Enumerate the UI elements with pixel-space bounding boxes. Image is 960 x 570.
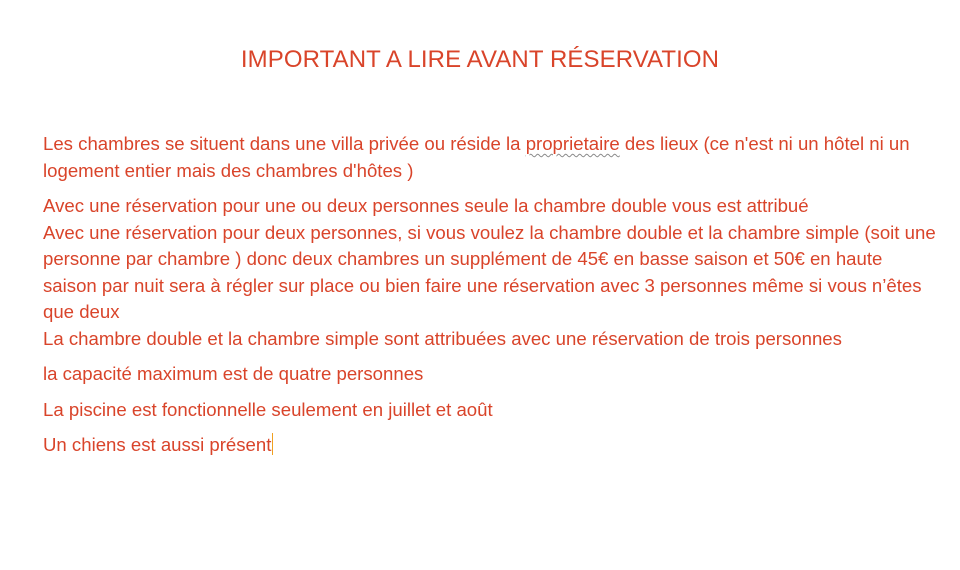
misspelled-word[interactable]: proprietaire xyxy=(525,133,620,154)
document-body[interactable] xyxy=(43,131,938,459)
paragraph-location xyxy=(43,131,938,184)
paragraph-location-text-end: des lieux (ce n'est ni un hôtel ni un logement entier mais des chambres d'hôtes ) xyxy=(43,133,910,181)
text-cursor xyxy=(272,433,273,455)
paragraph-location-text-start: Les chambres se situent dans une villa privée ou réside la xyxy=(43,133,526,154)
paragraph-two-people-two-rooms: Avec une réservation pour deux personnes, si vous voulez la chambre double et la chambre simple (soit une personne par chambre ) donc deux chambres un supplément de 45€ en basse saison et 50€ en haute saison par nuit sera à régler sur place ou bien faire une réservation avec 3 personnes même si vous n’êtes que deux xyxy=(43,221,936,322)
paragraph-dog-text: Un chiens est aussi présent xyxy=(43,434,272,455)
paragraph-capacity: la capacité maximum est de quatre personnes xyxy=(43,363,424,384)
paragraph-pool: La piscine est fonctionnelle seulement en juillet et août xyxy=(43,398,493,420)
paragraph-dog xyxy=(43,432,938,459)
paragraph-three-people: La chambre double et la chambre simple sont attribuées avec une réservation de trois personnes xyxy=(43,327,842,349)
paragraph-one-two-people: Avec une réservation pour une ou deux personnes seule la chambre double vous est attribué xyxy=(43,195,809,216)
document-title: IMPORTANT A LIRE AVANT RÉSERVATION xyxy=(240,46,720,73)
